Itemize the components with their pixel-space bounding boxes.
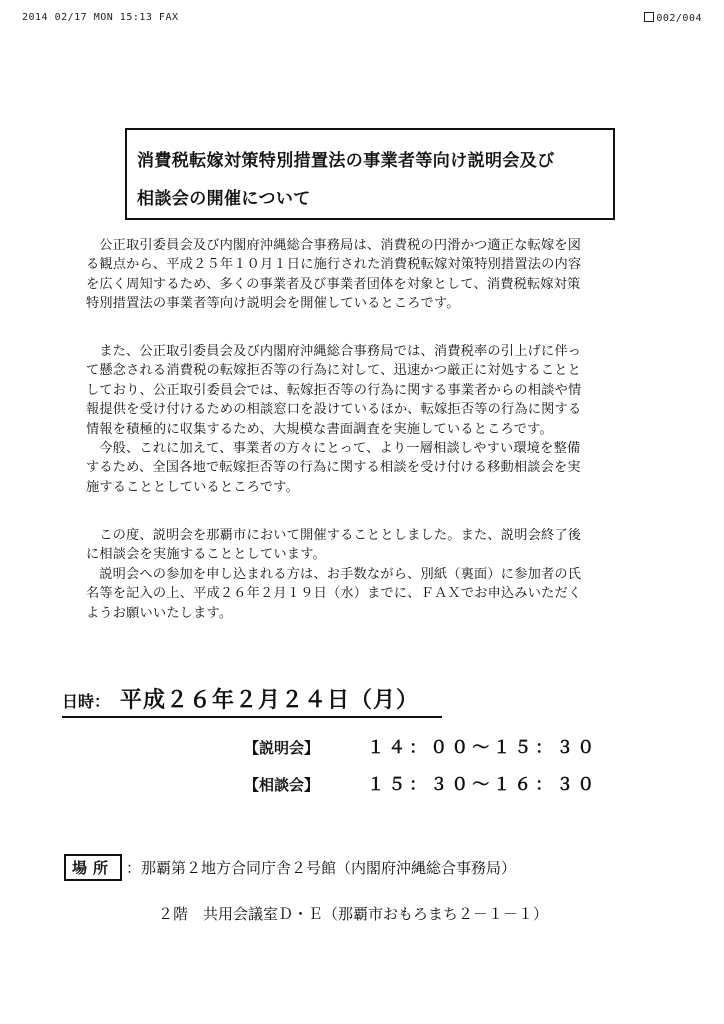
title-line-1: 消費税転嫁対策特別措置法の事業者等向け説明会及び — [137, 151, 555, 171]
paragraph-3 — [86, 526, 678, 623]
paragraph-2-line: しており、公正取引委員会では、転嫁拒否等の行為に関する事業者からの相談や情 — [86, 382, 582, 398]
session-briefing — [244, 733, 598, 758]
paragraph-2-line: また、公正取引委員会及び内閣府沖縄総合事務局では、消費税率の引上げに伴っ — [99, 344, 582, 359]
session-briefing-label: 【説明会】 — [244, 739, 320, 757]
paragraph-3-line: この度、説明会を那覇市において開催することとしました。また、説明会終了後 — [99, 528, 582, 543]
paragraph-1-line: る観点から、平成２５年１０月１日に施行された消費税転嫁対策特別措置法の内容 — [86, 257, 582, 273]
paragraph-1-line: 特別措置法の事業者等向け説明会を開催しているところです。 — [86, 296, 460, 312]
paragraph-2-line: 報提供を受け付けるための相談窓口を設けているほか、転嫁拒否等の行為に関する — [86, 402, 582, 418]
fax-timestamp: 2014 02/17 MON 15:13 FAX — [22, 12, 179, 23]
paragraph-2-line: 施することとしているところです。 — [86, 479, 300, 495]
date-label: 日時： — [62, 692, 111, 711]
paragraph-3-line: に相談会を実施することとしています。 — [86, 547, 326, 563]
paragraph-3-line: ようお願いいたします。 — [86, 605, 233, 621]
paragraph-3-line: 名等を記入の上、平成２６年２月１９日（水）までに、ＦＡＸでお申込みいただく — [86, 586, 582, 602]
event-date — [62, 682, 442, 718]
venue-line-1: ：那覇第２地方合同庁舎２号館（内閣府沖縄総合事務局） — [126, 859, 517, 877]
paragraph-2 — [86, 342, 678, 497]
paragraph-2-line: て懸念される消費税の転嫁拒否等の行為に対して、迅速かつ厳正に対処することと — [86, 363, 582, 379]
title-line-2: 相談会の開催について — [137, 189, 311, 209]
session-consultation-time: １５：３０～１６：３０ — [367, 775, 599, 795]
paragraph-3-line: 説明会への参加を申し込まれる方は、お手数ながら、別紙（裏面）に参加者の氏 — [99, 566, 582, 582]
paragraph-1-line: を広く周知するため、多くの事業者及び事業者団体を対象として、消費税転嫁対策 — [86, 276, 581, 292]
venue-label: 場所 — [64, 854, 122, 881]
session-consultation — [244, 770, 598, 795]
date-value: 平成２６年２月２４日（月） — [120, 688, 420, 713]
title-box — [125, 128, 615, 220]
venue — [64, 854, 516, 881]
session-briefing-time: １４：００～１５：３０ — [367, 738, 599, 758]
paragraph-2-line: するため、全国各地で転嫁拒否等の行為に関する相談を受け付ける移動相談会を実 — [86, 460, 581, 476]
session-consultation-label: 【相談会】 — [244, 776, 320, 794]
paragraph-2-line: 情報を積極的に収集するため、大規模な書面調査を実施しているところです。 — [86, 421, 553, 437]
fax-page-number: 002/004 — [656, 13, 702, 24]
paragraph-2-line: 今般、これに加えて、事業者の方々にとって、より一層相談しやすい環境を整備 — [99, 441, 581, 457]
paragraph-1-line: 公正取引委員会及び内閣府沖縄総合事務局は、消費税の円滑かつ適正な転嫁を図 — [99, 238, 582, 253]
fax-page-counter — [644, 12, 702, 24]
paragraph-1 — [86, 236, 678, 314]
fax-box-icon — [644, 12, 654, 22]
venue-line-2: ２階 共用会議室Ｄ・Ｅ（那覇市おもろまち２－１－１） — [158, 905, 549, 923]
